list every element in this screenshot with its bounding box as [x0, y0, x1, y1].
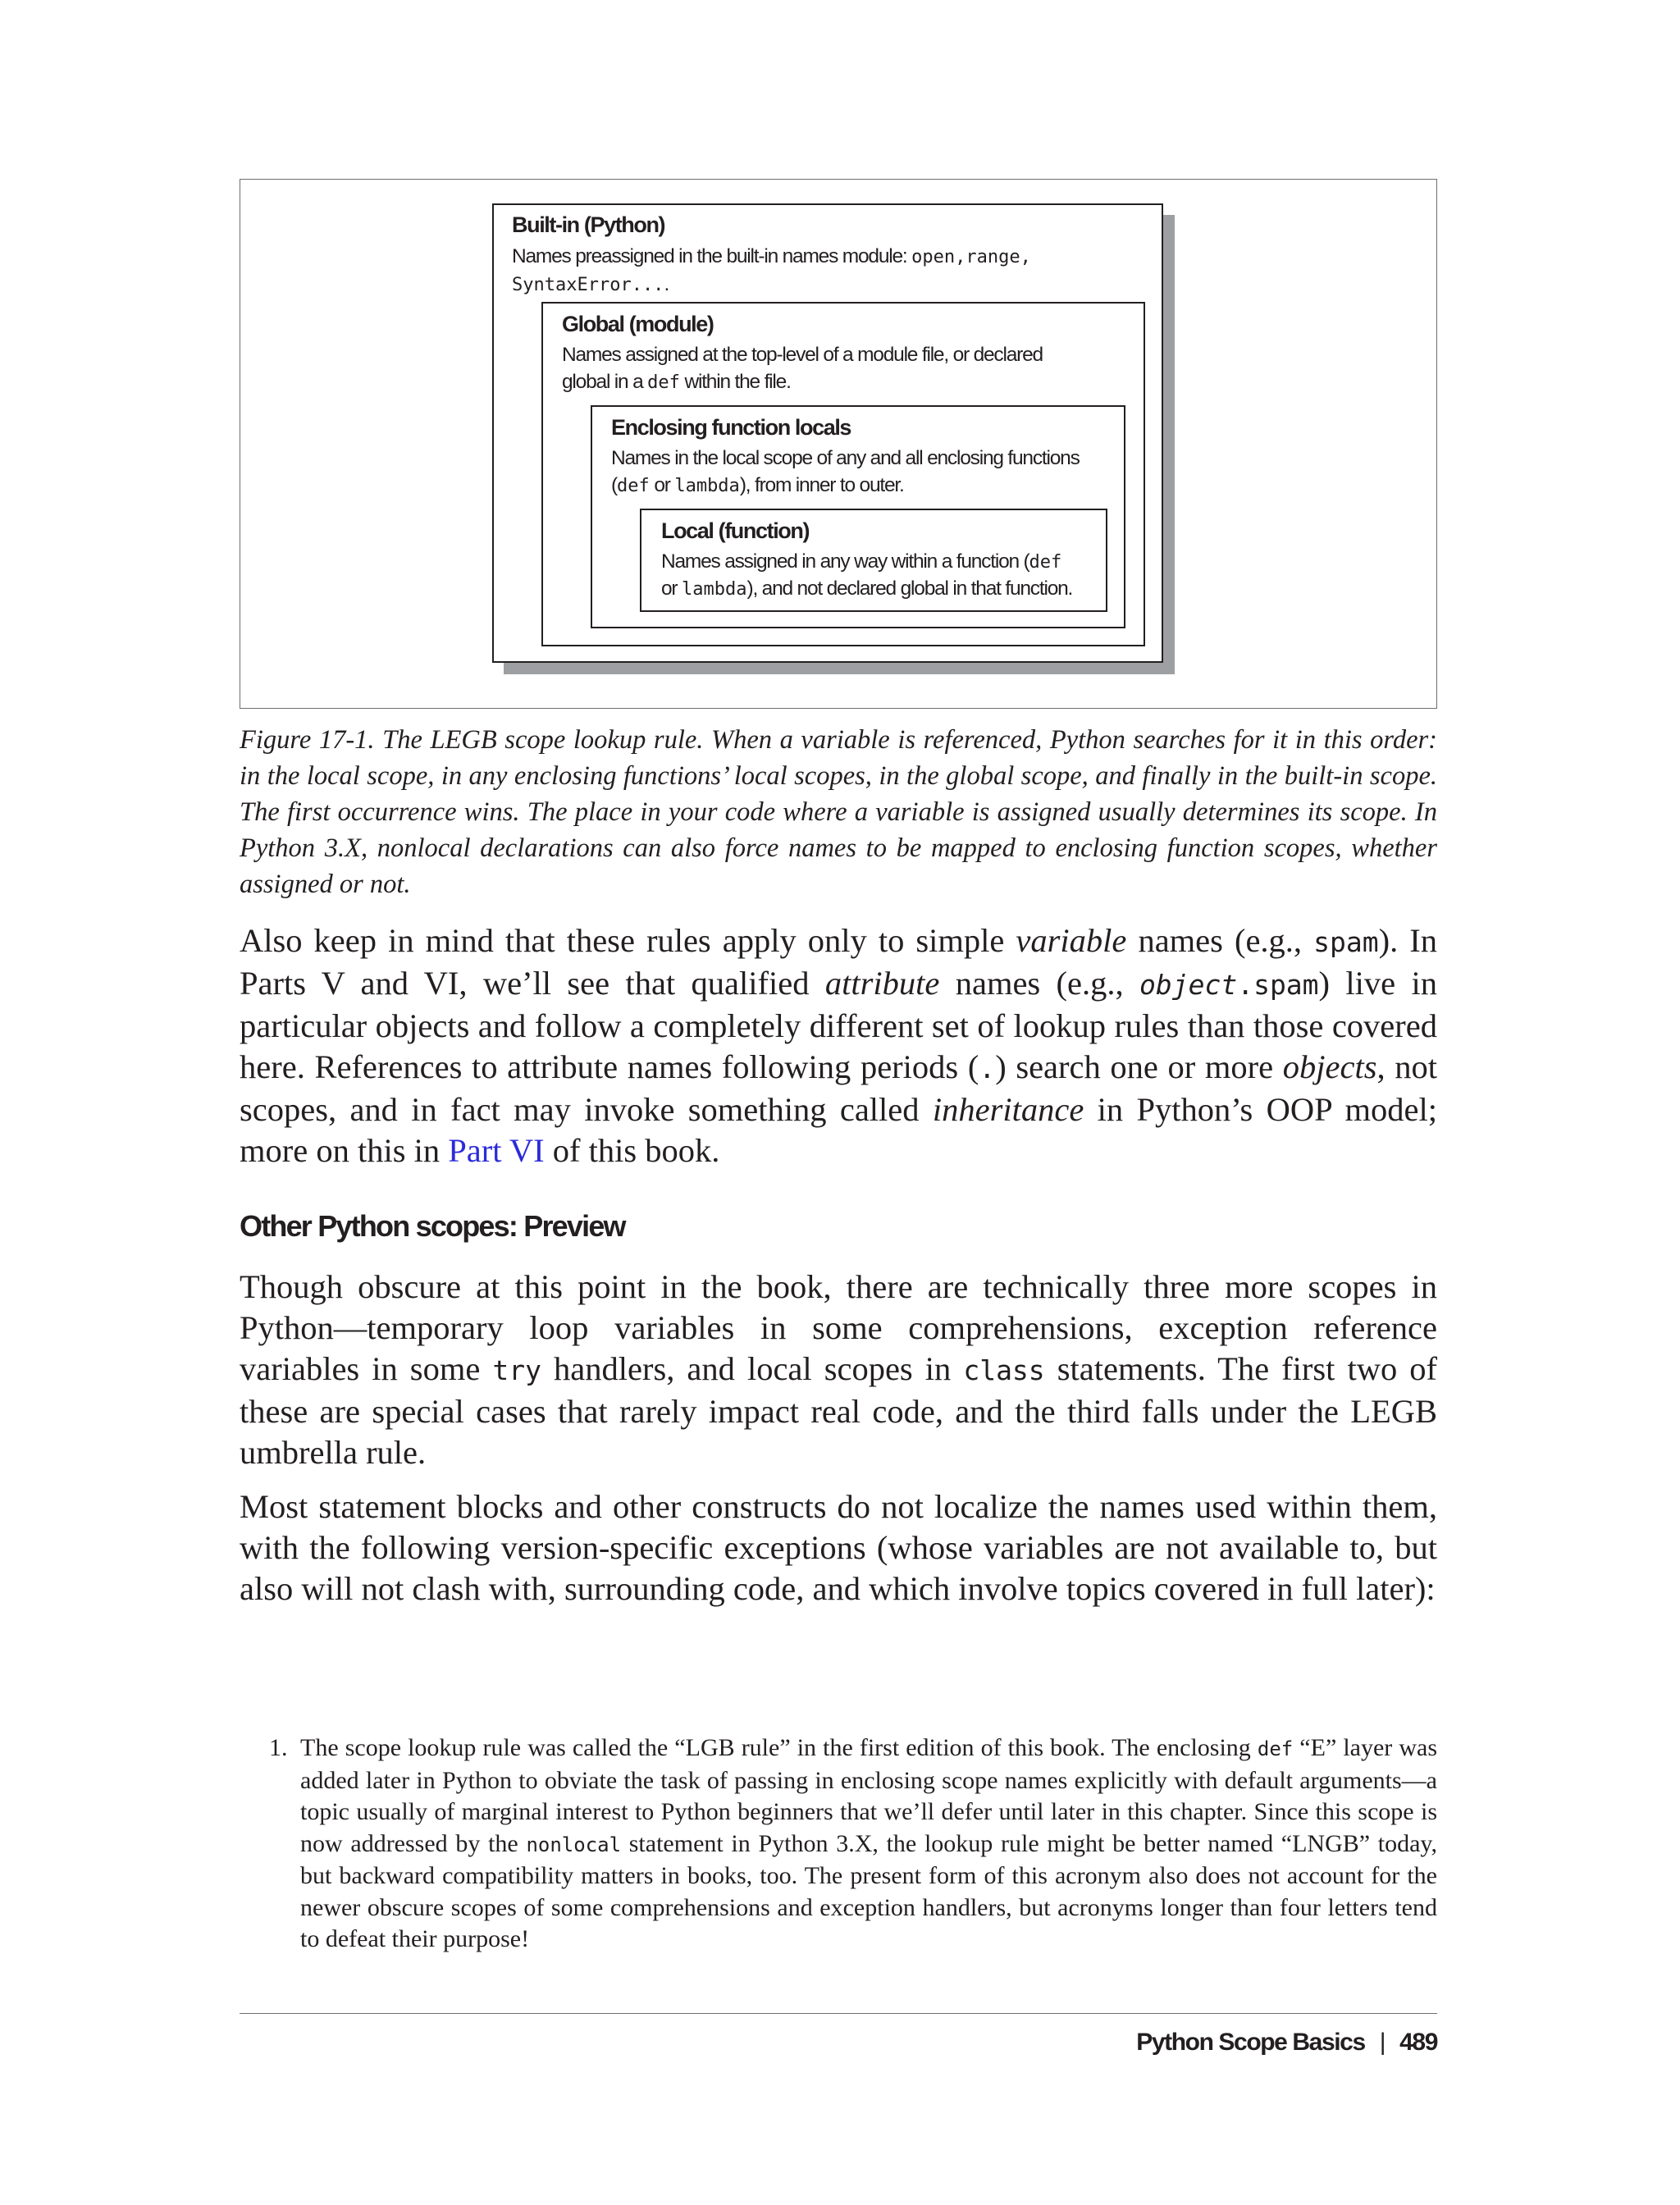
text-run: names (e.g., [1126, 922, 1314, 959]
footer-section-title: Python Scope Basics [1136, 2029, 1365, 2056]
section-heading: Other Python scopes: Preview [240, 1209, 625, 1243]
text-run: “E” layer was added later in Python to obviate the task of passing in enclosing scope names explicitly with default arguments—a topic usually of marginal interest to Python beginners that we’ll defer until later in this chapter. Since this scope is now addressed by the [300, 1734, 1438, 1857]
builtin-desc-code-2: SyntaxError... [512, 275, 664, 295]
local-desc-text: Names assigned in any way within a function ( [661, 550, 1029, 573]
text-run: statements. The first two of these are special cases that rarely impact real code, and the third falls under the LEGB umbrella rule. [240, 1350, 1438, 1471]
local-desc-text-a: or [661, 578, 682, 600]
global-scope-title: Global (module) [562, 312, 714, 336]
local-scope-desc-line1 [661, 548, 1061, 577]
part-vi-link[interactable]: Part VI [448, 1132, 545, 1169]
footnote-text [300, 1732, 1437, 1956]
text-run: ) live in particular objects and follow a completely different set of lookup rules than those covered here. References to attribute names following periods ( [240, 965, 1437, 1085]
local-scope-title: Local (function) [661, 518, 810, 543]
footnote-number: 1. [269, 1734, 288, 1761]
enclosing-desc-text-a: ( [611, 474, 617, 496]
inline-code: try [492, 1354, 541, 1386]
inline-code: nonlocal [526, 1833, 622, 1856]
global-desc-text-a: global in a [562, 371, 648, 393]
builtin-desc-text: Names preassigned in the built-in names module: [512, 245, 912, 267]
enclosing-desc-text-c: ), from inner to outer. [739, 474, 904, 496]
body-paragraph-2 [240, 1267, 1437, 1473]
footer-separator: | [1379, 2029, 1386, 2056]
builtin-scope-desc-line1 [512, 243, 1031, 272]
inline-code: spam [1313, 926, 1379, 958]
enclosing-scope-title: Enclosing function locals [611, 415, 851, 440]
builtin-desc-text-2: . [664, 273, 669, 295]
local-desc-code: def [1029, 552, 1062, 573]
figure-caption: Figure 17-1. The LEGB scope lookup rule. When a variable is referenced, Python searches for it in this order: in the local scope, in any enclosing functions’ local scopes, in the global scope, and finally in the built-in scope. The first occurrence wins. The place in your code where a variable is assigned usually determines its scope. In Python 3.X, nonlocal declarations can also force names to be mapped to enclosing function scopes, whether assigned or not. [240, 725, 1437, 899]
enclosing-scope-desc-line1: Names in the local scope of any and all enclosing functions [611, 447, 1080, 469]
footer-rule [240, 2013, 1437, 2014]
running-footer [1136, 2026, 1437, 2059]
italic-term: inheritance [932, 1091, 1084, 1128]
global-scope-desc-line1: Names assigned at the top-level of a module file, or declared [562, 344, 1043, 366]
text-run: ). In Parts V and VI, we’ll see that qualified [240, 922, 1437, 1002]
text-run: ) search one or more [995, 1048, 1283, 1085]
global-scope-desc-line2 [562, 368, 791, 397]
italic-term: variable [1016, 922, 1127, 959]
text-run: of this book. [544, 1132, 720, 1169]
inline-code-italic: object [1139, 969, 1238, 1001]
italic-term: attribute [824, 965, 940, 1002]
global-desc-text-b: within the file. [679, 371, 791, 393]
inline-code: class [963, 1354, 1045, 1386]
enclosing-desc-code-a: def [616, 476, 650, 496]
text-run: handlers, and local scopes in [541, 1350, 964, 1387]
builtin-scope-desc-line2 [512, 271, 669, 299]
enclosing-scope-desc-line2 [611, 472, 904, 500]
italic-term: objects [1282, 1048, 1377, 1085]
text-run: statement in Python 3.X, the lookup rule might be better named “LNGB” today, but backward compatibility matters in books, too. The present form of this acronym also does not account for the newer obscure scopes of some comprehensions and exception handlers, but acronyms longer than four letters tend to defeat their purpose! [300, 1829, 1437, 1952]
text-run: , not scopes, and in fact may invoke something called [240, 1048, 1437, 1128]
inline-code: def [1257, 1737, 1294, 1760]
text-run: Though obscure at this point in the book, there are technically three more scopes in Python—temporary loop variables in some comprehensions, exception reference variables in some [240, 1268, 1437, 1387]
builtin-desc-code: open,range, [911, 247, 1031, 267]
enclosing-desc-text-b: or [649, 474, 675, 496]
text-run: Also keep in mind that these rules apply only to simple [240, 922, 1016, 959]
page-number: 489 [1399, 2029, 1437, 2056]
local-scope-desc-line2 [661, 575, 1072, 604]
local-desc-code-2: lambda [682, 579, 747, 600]
text-run: names (e.g., [939, 965, 1139, 1002]
body-paragraph-1 [240, 920, 1437, 1171]
inline-code: . [979, 1052, 996, 1084]
text-run: The scope lookup rule was called the “LGB rule” in the first edition of this book. The enclosing [300, 1734, 1258, 1761]
body-paragraph-3: Most statement blocks and other constructs do not localize the names used within them, with the following version-specific exceptions (whose variables are not available to, but also will not clash with, surrounding code, and which involve topics covered in full later): [240, 1488, 1437, 1607]
text-run: in Python’s OOP model; more on this in [240, 1091, 1437, 1169]
local-desc-text-b: ), and not declared global in that function. [746, 578, 1073, 600]
builtin-scope-title: Built-in (Python) [512, 212, 665, 237]
inline-code: .spam [1237, 969, 1319, 1001]
enclosing-desc-code-b: lambda [674, 476, 740, 496]
global-desc-code: def [647, 372, 680, 393]
